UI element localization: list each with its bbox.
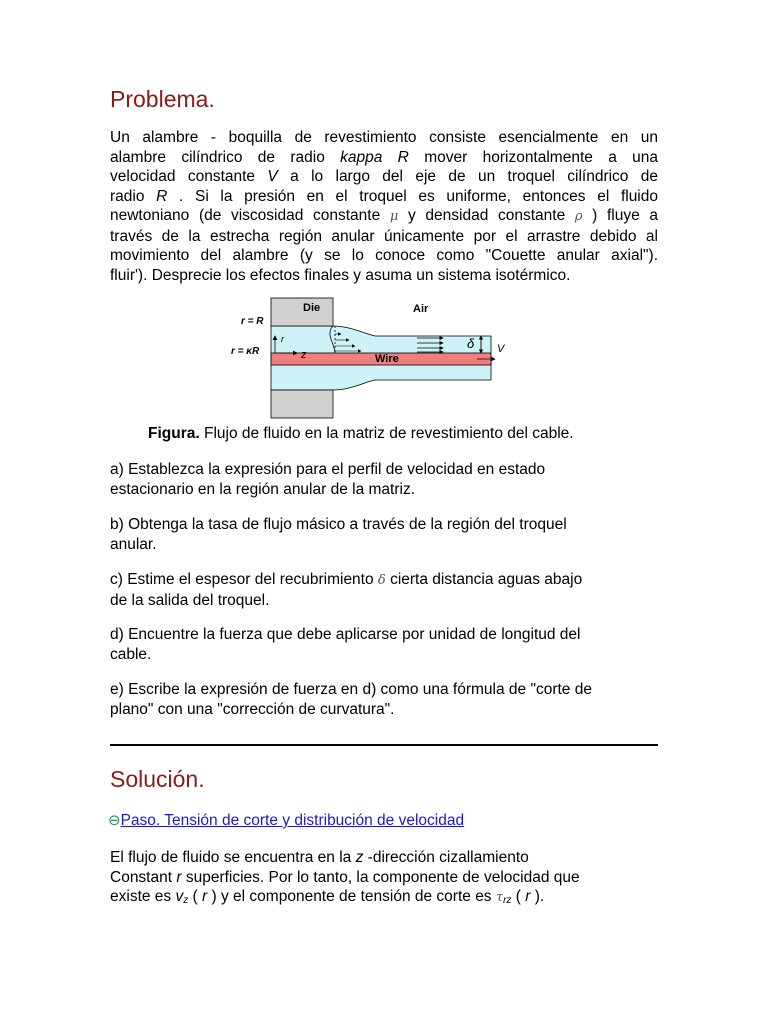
air-label: Air — [413, 303, 429, 315]
figure-caption: Figura. Flujo de fluido en la matriz de revestimiento del cable. — [148, 425, 574, 442]
collapse-icon[interactable]: ⊖ — [108, 811, 121, 829]
problem-line: newtoniano (de viscosidad constante μ y densidad constante ρ ) fluye a — [110, 207, 658, 224]
r-equals-R-label: r = R — [241, 316, 264, 327]
die-bottom — [271, 390, 333, 418]
problem-line: velocidad constante V a lo largo del eje de un troquel cilíndrico de — [110, 168, 659, 185]
problem-line: radio R . Si la presión en el troquel es uniforme, entonces el fluido — [110, 187, 658, 205]
die-label: Die — [303, 302, 321, 314]
step-link[interactable]: Paso. Tensión de corte y distribución de velocidad — [120, 812, 465, 829]
r-equals-kR-label: r = κR — [231, 346, 260, 357]
problem-paragraph — [110, 128, 658, 285]
step-toggle[interactable] — [108, 811, 464, 830]
question-c: c) Estime el espesor del recubrimiento δ cierta distancia aguas abajo de la salida del troquel. — [110, 571, 583, 609]
delta-label: δ — [467, 336, 475, 351]
axis-r-label: r — [281, 334, 284, 344]
mu-symbol: μ — [389, 209, 399, 224]
problem-heading: Problema. — [110, 86, 215, 112]
problem-line: movimiento del alambre (y se lo conoce como "Couette anular axial"). — [110, 247, 658, 264]
solution-heading: Solución. — [110, 766, 205, 792]
velocity-V-label: V — [497, 343, 505, 355]
die-top — [271, 298, 333, 326]
wire-coating-die-figure — [225, 296, 525, 420]
rho-symbol: ρ — [574, 209, 583, 224]
problem-line: través de la estrecha región anular únicamente por el arrastre debido al — [110, 227, 658, 245]
problem-line: Un alambre - boquilla de revestimiento consiste esencialmente en un — [110, 129, 658, 146]
question-b: b) Obtenga la tasa de flujo másico a través de la región del troquel anular. — [110, 516, 567, 553]
delta-symbol: δ — [377, 573, 386, 588]
wire-label: Wire — [375, 353, 399, 365]
problem-line: fluir'). Desprecie los efectos finales y asuma un sistema isotérmico. — [110, 266, 571, 284]
problem-line: alambre cilíndrico de radio kappa R mover horizontalmente a una — [110, 148, 658, 166]
solution-paragraph: El flujo de fluido se encuentra en la z -dirección cizallamiento Constant r superficies. Por lo tanto, la componente de velocidad que existe es $v_z$ ( r ) y el componente de tensión de corte es $\tau_{rz}$ ( r ). — [110, 849, 580, 906]
question-e: e) Escribe la expresión de fuerza en d) como una fórmula de "corte de plano" con una "corrección de curvatura". — [110, 681, 592, 718]
axis-z-label: z — [301, 349, 307, 361]
question-d: d) Encuentre la fuerza que debe aplicarse por unidad de longitud del cable. — [110, 626, 581, 663]
question-a: a) Establezca la expresión para el perfil de velocidad en estado estacionario en la región anular de la matriz. — [110, 461, 546, 498]
section-divider — [110, 744, 658, 746]
